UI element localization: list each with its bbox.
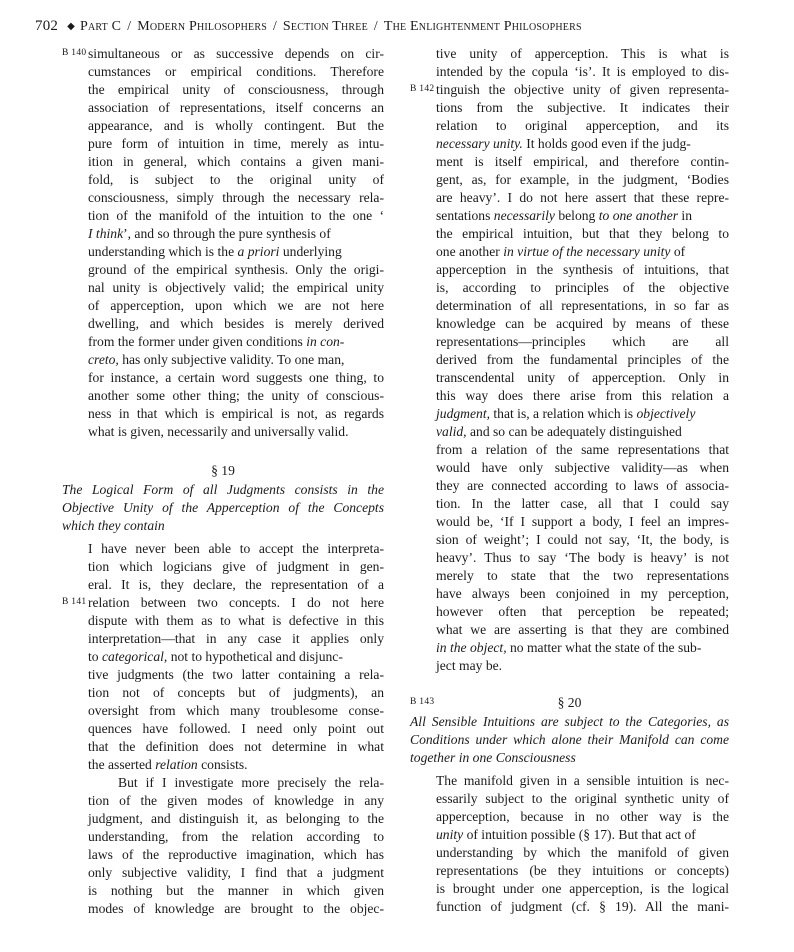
- text-line: ition in general, which contains a given mani-: [88, 154, 384, 169]
- text-line: tion of the given modes of knowledge in any: [88, 793, 384, 808]
- text-line: is brought under one apperception, is the logical: [436, 881, 729, 896]
- text-line: simultaneous or as successive depends on cir-: [88, 46, 384, 61]
- text-line: ject may be.: [436, 658, 503, 673]
- text-line: is nothing but the manner in which given: [88, 883, 384, 898]
- text-line: necessary unity. It holds good even if the judg-: [436, 136, 691, 151]
- text-line: heavy’. Thus to say ‘The body is heavy’ is not: [436, 550, 729, 565]
- text-line: that the definition does not determine in what: [88, 739, 384, 754]
- text-line: dwelling, and which besides is merely derived: [88, 316, 384, 331]
- text-line: what is given, necessarily and universally valid.: [88, 424, 349, 439]
- text-line: for instance, a certain word suggests one thing, to: [88, 370, 384, 385]
- text-line: tion of the manifold of the intuition to the one ‘: [88, 208, 384, 223]
- section-title-line: Conditions under which alone their Manifold can come: [410, 732, 729, 747]
- header-section-title: The Enlightenment Philosophers: [383, 19, 582, 34]
- text-line: from a relation of the same representations that: [436, 442, 729, 457]
- text-line: eral. It is, they declare, the representation of a: [88, 577, 384, 592]
- text-line: transcendental unity of apperception. Only in: [436, 370, 729, 385]
- text-line: however often that perception be repeated;: [436, 604, 729, 619]
- text-line: tinguish the objective unity of given representa-: [436, 82, 729, 97]
- text-line: would be, ‘If I support a body, I feel an impres-: [436, 514, 729, 529]
- text-line: I have never been able to accept the interpreta-: [88, 541, 384, 556]
- text-line: they are connected according to laws of associa-: [436, 478, 729, 493]
- text-line: interpretation—that in any case it applies only: [88, 631, 384, 646]
- text-line: this way does there arise from this relation a: [436, 388, 729, 403]
- text-line: tive unity of apperception. This is what is: [436, 46, 729, 61]
- text-line: judgment, that is, a relation which is objectively: [436, 406, 696, 421]
- text-line: to categorical, not to hypothetical and disjunc-: [88, 649, 343, 664]
- text-line: representations—principles which are all: [436, 334, 729, 349]
- section-number-19: § 19: [211, 463, 235, 478]
- text-line: would have only subjective validity—as when: [436, 460, 729, 475]
- text-line: intended by the copula ‘is’. It is employed to dis-: [436, 64, 729, 79]
- text-line: nal unity is objectively valid; the empirical unity: [88, 280, 384, 295]
- section-title-line: The Logical Form of all Judgments consists in the: [62, 482, 384, 497]
- text-line: of apperception, upon which we are not here: [88, 298, 384, 313]
- text-line: association of representations, itself concerns an: [88, 100, 384, 115]
- header-part-title: Modern Philosophers: [137, 19, 267, 34]
- text-line: function of judgment (cf. § 19). All the mani-: [436, 899, 729, 914]
- text-line: sion of weight’; I could not say, ‘It, the body, is: [436, 532, 729, 547]
- margin-ref-b141: B 141: [62, 597, 87, 607]
- text-line: merely to state that the two representations: [436, 568, 729, 583]
- text-line: sentations necessarily belong to one another in: [436, 208, 693, 223]
- section-title-line: Objective Unity of the Apperception of the Concepts: [62, 500, 384, 515]
- section-title-line: which they contain: [62, 518, 165, 533]
- header-section: Section Three: [282, 19, 368, 34]
- text-line: laws of the reproductive imagination, which has: [88, 847, 384, 862]
- text-line: pure form of intuition in time, merely as intu-: [88, 136, 384, 151]
- text-line: what we are asserting is that they are combined: [436, 622, 729, 637]
- text-line: unity of intuition possible (§ 17). But that act of: [436, 827, 696, 842]
- text-line: knowledge can be acquired by means of these: [436, 316, 729, 331]
- text-line: another some other thing; the unity of conscious-: [88, 388, 384, 403]
- text-line: apperception in the synthesis of intuitions, that: [436, 262, 729, 277]
- text-line: valid, and so can be adequately distinguished: [436, 424, 682, 439]
- text-line: one another in virtue of the necessary unity of: [436, 244, 686, 259]
- margin-ref-b143: B 143: [410, 697, 435, 707]
- text-line: judgment, and distinguish it, as belonging to the: [88, 811, 384, 826]
- text-line: tions from the subjective. It indicates their: [436, 100, 729, 115]
- text-line: essarily subject to the original synthetic unity of: [436, 791, 729, 806]
- text-line: quences have followed. I need only point out: [88, 721, 384, 736]
- section-title-line: All Sensible Intuitions are subject to the Categories, as: [410, 714, 729, 729]
- section-number-20: § 20: [557, 695, 582, 710]
- text-line: tion not of concepts but of judgments), an: [88, 685, 384, 700]
- text-line: understanding which is the a priori underlying: [88, 244, 342, 259]
- diamond-ornament-icon: ◆: [67, 21, 75, 32]
- margin-ref-b142: B 142: [410, 84, 435, 94]
- text-line: tive judgments (the two latter containing a rela-: [88, 667, 384, 682]
- text-line: have always been conjoined in my perception,: [436, 586, 729, 601]
- text-line: understanding by which the manifold of given: [436, 845, 729, 860]
- text-line: determination of all representations, in so far as: [436, 298, 729, 313]
- text-line: fold, is subject to the original unity of: [88, 172, 384, 187]
- text-line: are heavy’. I do not here assert that these repre-: [436, 190, 729, 205]
- text-line: ness in that which is empirical is not, as regards: [88, 406, 384, 421]
- text-line: appearance, and is wholly contingent. But the: [88, 118, 384, 133]
- text-line: in the object, no matter what the state of the sub-: [436, 640, 702, 655]
- text-line: is, according to principles of the objective: [436, 280, 729, 295]
- text-line: the empirical intuition, but that they belong to: [436, 226, 729, 241]
- text-line: apperception, because in no other way is the: [436, 809, 729, 824]
- text-line: tion which logicians give of judgment in gen-: [88, 559, 384, 574]
- text-line: the asserted relation consists.: [88, 757, 248, 772]
- text-line: from the former under given conditions in con-: [88, 334, 345, 349]
- text-line: modes of knowledge are brought to the objec-: [88, 901, 384, 916]
- text-line: understanding, from the relation according to: [88, 829, 384, 844]
- text-line: ment is itself empirical, and therefore contin-: [436, 154, 729, 169]
- text-line: representations (be they intuitions or concepts): [436, 863, 729, 878]
- text-line: the empirical unity of consciousness, through: [88, 82, 384, 97]
- text-line: gent, as, for example, in the judgment, ‘Bodies: [436, 172, 729, 187]
- text-line: I think’, and so through the pure synthesis of: [88, 226, 331, 241]
- text-line: The manifold given in a sensible intuition is nec-: [436, 773, 729, 788]
- text-line: But if I investigate more precisely the rela-: [118, 775, 384, 790]
- text-line: only subjective validity, I find that a judgment: [88, 865, 384, 880]
- text-line: dispute with them as to what is defective in this: [88, 613, 384, 628]
- text-line: oversight from which many troublesome conse-: [88, 703, 384, 718]
- running-header: 702 ◆ Part C / Modern Philosophers / Section Three / The Enlightenment Philosophers: [35, 18, 582, 34]
- margin-ref-b140: B 140: [62, 48, 87, 58]
- text-line: tion. In the latter case, all that I could say: [436, 496, 729, 511]
- section-title-line: together in one Consciousness: [410, 750, 576, 765]
- text-line: consciousness, simply through the necessary rela-: [88, 190, 384, 205]
- italic-word: I think: [88, 226, 124, 241]
- header-part: Part C: [80, 19, 122, 34]
- page-number: 702: [35, 18, 59, 34]
- text-line: creto, has only subjective validity. To one man,: [88, 352, 345, 367]
- text-line: relation to original apperception, and its: [436, 118, 729, 133]
- text-line: derived from the fundamental principles of the: [436, 352, 729, 367]
- text-line: cumstances or empirical conditions. Therefore: [88, 64, 384, 79]
- text-line: ground of the empirical synthesis. Only the origi-: [88, 262, 384, 277]
- text-line: relation between two concepts. I do not here: [88, 595, 384, 610]
